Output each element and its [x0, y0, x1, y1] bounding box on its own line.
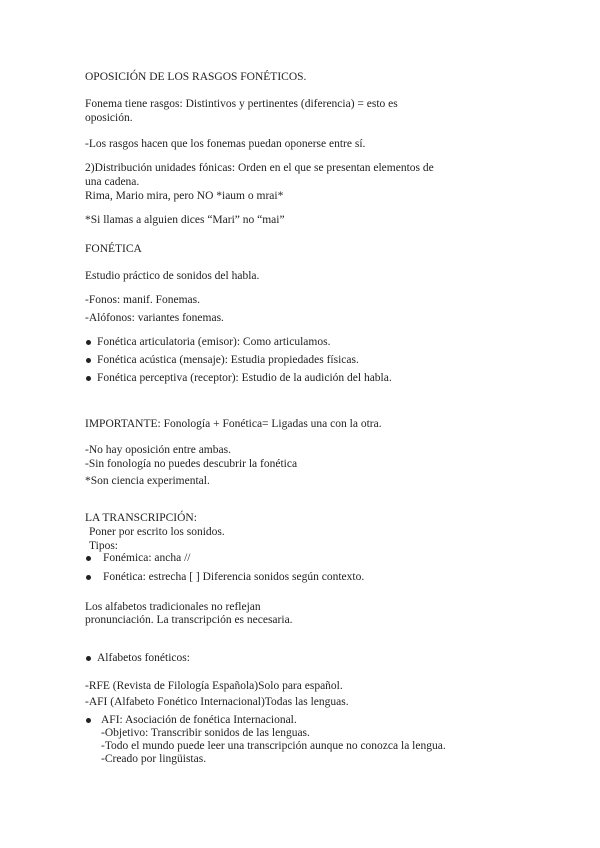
- paragraph-line: *Son ciencia experimental.: [85, 475, 210, 487]
- list-item: AFI: Asociación de fonética Internacional.: [101, 714, 297, 726]
- list-item: Fonética perceptiva (receptor): Estudio de la audición del habla.: [97, 372, 392, 384]
- paragraph-line: -Los rasgos hacen que los fonemas puedan oponerse entre sí.: [85, 138, 366, 150]
- paragraph-line: -Sin fonología no puedes descubrir la fonética: [85, 458, 298, 470]
- paragraph-line: oposición.: [85, 112, 133, 124]
- paragraph-line: *Si llamas a alguien dices “Mari” no “mai”: [85, 214, 285, 226]
- paragraph-line: -RFE (Revista de Filología Española)Solo para español.: [85, 680, 343, 692]
- sub-list-item: -Objetivo: Transcribir sonidos de las lenguas.: [101, 727, 310, 739]
- paragraph-line: -Alófonos: variantes fonemas.: [85, 312, 224, 324]
- sub-list-item: -Todo el mundo puede leer una transcripción aunque no conozca la lengua.: [101, 740, 446, 752]
- paragraph-line: Tipos:: [89, 540, 118, 552]
- paragraph-line: Los alfabetos tradicionales no reflejan: [85, 601, 261, 613]
- list-item: Fonética: estrecha [ ] Diferencia sonidos según contexto.: [103, 571, 365, 583]
- paragraph-line: 2)Distribución unidades fónicas: Orden en el que se presentan elementos de: [85, 162, 434, 174]
- bullet-icon: [86, 718, 91, 723]
- paragraph-line: pronunciación. La transcripción es necesaria.: [85, 614, 293, 626]
- paragraph-line: Rima, Mario mira, pero NO *iaum o mrai*: [85, 190, 284, 202]
- paragraph-line: Poner por escrito los sonidos.: [89, 526, 225, 538]
- list-item: Fonética acústica (mensaje): Estudia propiedades físicas.: [97, 354, 359, 366]
- paragraph-line: -AFI (Alfabeto Fonético Internacional)Todas las lenguas.: [85, 696, 349, 708]
- list-item: Fonética articulatoria (emisor): Como articulamos.: [97, 336, 331, 348]
- bullet-icon: [86, 340, 91, 345]
- bullet-icon: [86, 556, 91, 561]
- paragraph-line: -No hay oposición entre ambas.: [85, 444, 231, 456]
- bullet-icon: [86, 358, 91, 363]
- paragraph-line: Fonema tiene rasgos: Distintivos y pertinentes (diferencia) = esto es: [85, 98, 398, 110]
- list-item: Fonémica: ancha //: [103, 552, 191, 564]
- bullet-icon: [86, 575, 91, 580]
- paragraph-line: una cadena.: [85, 176, 140, 188]
- section-heading-transcripcion: LA TRANSCRIPCIÓN:: [85, 512, 197, 524]
- sub-list-item: -Creado por lingüistas.: [101, 753, 207, 765]
- list-item: Alfabetos fonéticos:: [97, 652, 190, 664]
- paragraph-line: Estudio práctico de sonidos del habla.: [85, 270, 260, 282]
- title-heading: OPOSICIÓN DE LOS RASGOS FONÉTICOS.: [85, 71, 307, 83]
- bullet-icon: [86, 656, 91, 661]
- section-heading-fonetica: FONÉTICA: [85, 243, 142, 255]
- paragraph-line: -Fonos: manif. Fonemas.: [85, 294, 200, 306]
- important-line: IMPORTANTE: Fonología + Fonética= Ligadas una con la otra.: [85, 418, 382, 430]
- bullet-icon: [86, 376, 91, 381]
